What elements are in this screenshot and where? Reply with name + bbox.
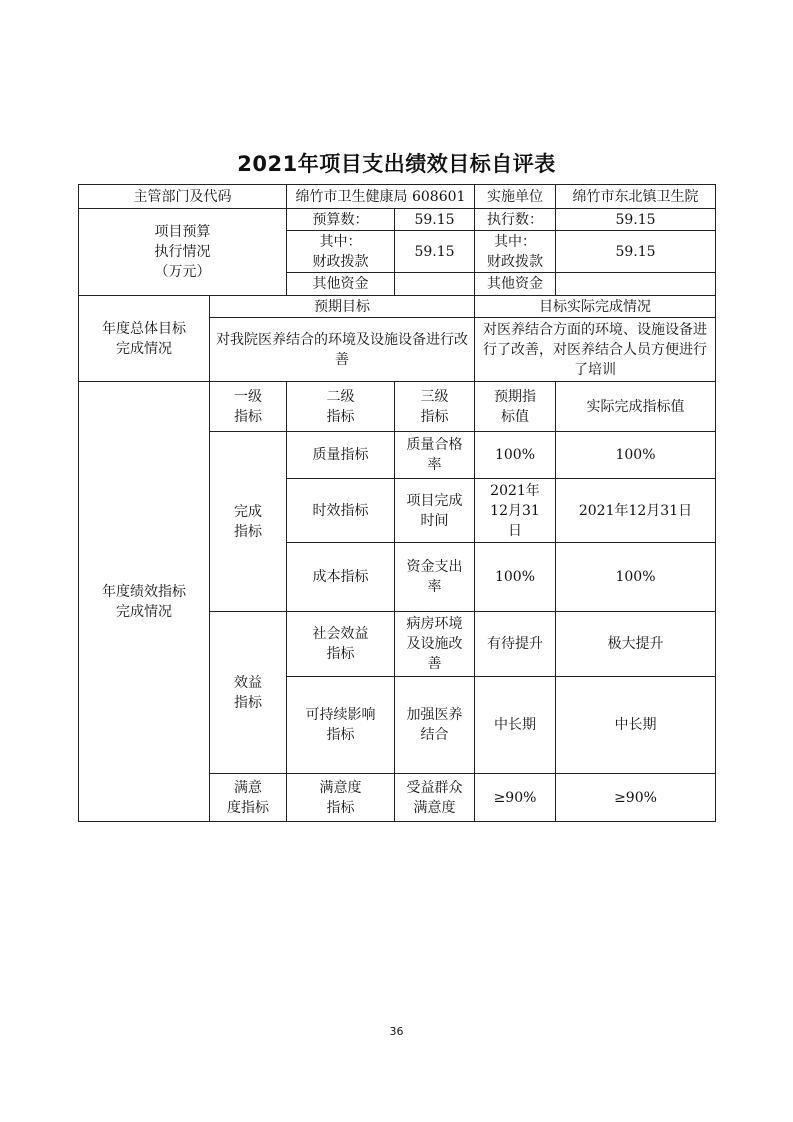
evaluation-table [78,184,716,822]
level3-line: 率 [427,579,442,595]
level2-cell [287,677,395,774]
other-funds-label: 其他资金 [287,273,395,296]
fiscal-exec-value: 59.15 [556,231,716,273]
level2-line: 指标 [326,646,355,662]
level3-line: 时间 [420,512,449,529]
budget-section-label [79,209,287,296]
level2-line: 社会效益 [312,626,369,642]
performance-section-label [79,382,210,822]
actual-cell: ≥90% [556,774,716,822]
col-header-actual: 实际完成指标值 [556,382,716,432]
expected-line: 12月31 [490,502,540,519]
expected-line: 2021年 [490,482,540,499]
actual-cell: 极大提升 [556,612,716,677]
level3-line: 加强医养 [406,707,463,723]
dept-label: 主管部门及代码 [79,185,287,209]
expected-cell: ≥90% [475,774,556,822]
expected-goal-text: 对我院医养结合的环境及设施设备进行改善 [210,318,475,382]
actual-goal-text: 对医养结合方面的环境、设施设备进行了改善，对医养结合人员方便进行了培训 [475,318,716,382]
dept-value: 绵竹市卫生健康局 608601 [287,185,475,209]
expected-cell: 中长期 [475,677,556,774]
group-completion-line2: 指标 [234,523,262,540]
fiscal-exec-label-line2: 财政拨款 [487,253,543,270]
fiscal-exec-label-line1: 其中： [494,233,536,250]
exec-value: 59.15 [556,209,716,231]
group-benefit-line2: 指标 [234,694,262,711]
exec-other-funds-label: 其他资金 [475,273,556,296]
col-header-level2-line2: 指标 [326,408,355,425]
col-header-expected-line1: 预期指 [494,388,536,405]
level3-cell [395,774,475,822]
level2-cell [287,774,395,822]
level3-line: 结合 [420,727,449,743]
expected-cell [475,479,556,543]
budget-value: 59.15 [395,209,475,231]
fiscal-budget-label [287,231,395,273]
budget-section-label-line2: 执行情况 [154,244,211,260]
budget-label: 预算数： [287,209,395,231]
level3-cell [395,543,475,612]
level2-cell [287,612,395,677]
expected-cell: 100% [475,432,556,479]
actual-cell: 中长期 [556,677,716,774]
group-completion [210,432,287,612]
page-title: 2021年项目支出绩效目标自评表 [237,152,556,176]
level2-cell: 时效指标 [287,479,395,543]
goal-section-label [79,296,210,382]
actual-cell: 2021年12月31日 [556,479,716,543]
budget-section-label-line3: （万元） [154,264,211,280]
level3-line: 质量合格 [406,437,463,453]
col-header-level1 [210,382,287,432]
other-funds-value [395,273,475,296]
level2-cell: 成本指标 [287,543,395,612]
level2-line: 指标 [326,799,355,816]
level2-cell: 质量指标 [287,432,395,479]
indicator-header-row [79,382,716,432]
page-number: 36 [389,1025,404,1038]
col-header-expected-line2: 标值 [501,408,529,425]
level3-line: 资金支出 [406,559,463,575]
fiscal-budget-label-line2: 财政拨款 [312,253,369,270]
col-header-level2 [287,382,395,432]
fiscal-exec-label [475,231,556,273]
goal-section-label-line1: 年度总体目标 [102,320,186,337]
col-header-level3 [395,382,475,432]
group-benefit-line1: 效益 [234,674,262,691]
exec-label: 执行数： [475,209,556,231]
level3-line: 及设施改 [406,636,463,652]
level3-cell [395,677,475,774]
level3-line: 项目完成 [406,492,463,509]
goal-section-label-line2: 完成情况 [116,340,172,357]
expected-cell: 100% [475,543,556,612]
unit-label: 实施单位 [475,185,556,209]
fiscal-budget-value: 59.15 [395,231,475,273]
group-satisfaction [210,774,287,822]
actual-cell: 100% [556,543,716,612]
performance-section-label-line1: 年度绩效指标 [102,583,186,600]
col-header-level1-line1: 一级 [234,388,262,405]
expected-line: 日 [508,522,522,539]
unit-value: 绵竹市东北镇卫生院 [556,185,716,209]
level3-cell [395,479,475,543]
budget-row [79,209,716,231]
performance-section-label-line2: 完成情况 [116,603,172,620]
exec-other-funds-value [556,273,716,296]
col-header-level3-line1: 三级 [420,388,449,405]
level3-line: 率 [427,457,442,473]
level2-line: 指标 [326,727,355,743]
group-satisfaction-line1: 满意 [234,779,262,796]
header-row [79,185,716,209]
fiscal-budget-label-line1: 其中： [319,233,362,250]
level3-line: 善 [427,656,442,672]
group-completion-line1: 完成 [234,503,262,520]
expected-goal-header: 预期目标 [210,296,475,318]
col-header-level1-line2: 指标 [234,408,262,425]
level3-cell [395,432,475,479]
level3-cell [395,612,475,677]
col-header-expected [475,382,556,432]
actual-goal-header: 目标实际完成情况 [475,296,716,318]
group-satisfaction-line2: 度指标 [227,799,269,816]
goal-header-row [79,296,716,318]
budget-section-label-line1: 项目预算 [154,224,211,240]
level2-line: 可持续影响 [305,707,376,723]
level2-line: 满意度 [319,779,362,796]
level3-line: 病房环境 [406,616,463,632]
col-header-level2-line1: 二级 [326,388,355,405]
actual-cell: 100% [556,432,716,479]
group-benefit [210,612,287,774]
col-header-level3-line2: 指标 [420,408,449,425]
expected-cell: 有待提升 [475,612,556,677]
level3-line: 受益群众 [406,779,463,796]
level3-line: 满意度 [413,799,456,816]
